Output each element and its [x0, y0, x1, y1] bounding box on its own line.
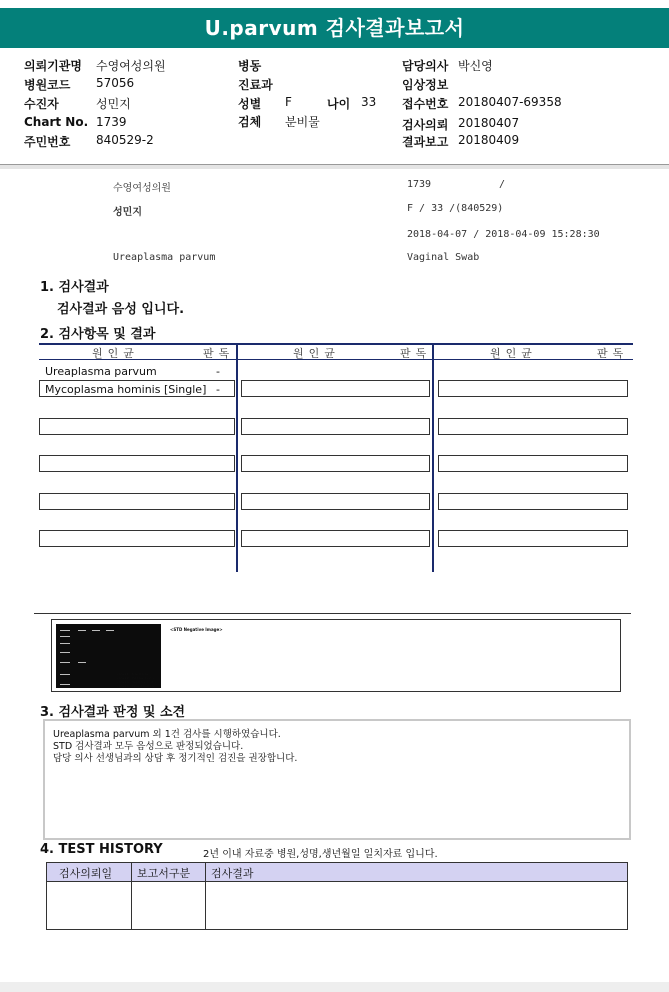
value-hospital-code: 57056 — [96, 76, 135, 90]
label-report-date: 결과보고 — [402, 135, 449, 149]
grid-cell — [438, 493, 628, 510]
comment-box — [43, 719, 631, 840]
report-title: U.parvum 검사결과보고서 — [0, 8, 669, 48]
info-sex-age: F / 33 /(840529) — [407, 203, 504, 214]
gel-band — [60, 643, 70, 644]
value-resident-no: 840529-2 — [96, 133, 154, 147]
value-age: 33 — [361, 95, 377, 109]
gel-legend-4: Lane#4 : Patient Sample — [117, 684, 155, 688]
col-head-judge-2: 판독 — [400, 347, 432, 360]
gel-legend-1: Lane#1 : Size marker — [117, 672, 150, 676]
history-head-request-date: 검사의뢰일 — [59, 867, 113, 880]
label-ward: 병동 — [238, 59, 262, 73]
gel-band — [106, 630, 114, 631]
label-requesting-org: 의뢰기관명 — [24, 59, 82, 73]
comment-line-1: Ureaplasma parvum 외 1건 검사를 시행하였습니다. — [53, 729, 281, 740]
info-chart-slash: / — [499, 179, 506, 190]
label-request-date: 검사의뢰 — [402, 118, 449, 132]
value-receipt-no: 20180407-69358 — [458, 95, 562, 109]
history-col-divider — [205, 863, 206, 929]
gel-band — [92, 630, 100, 631]
info-specimen: Vaginal Swab — [407, 252, 480, 263]
info-test: Ureaplasma parvum — [113, 252, 216, 263]
label-hospital-code: 병원코드 — [24, 78, 71, 92]
section-divider — [34, 613, 631, 614]
grid-cell — [241, 418, 430, 435]
col-head-pathogen-2: 원인균 — [293, 347, 340, 360]
info-hospital: 수영여성의원 — [113, 183, 171, 194]
gel-band — [60, 630, 70, 631]
grid-cell — [438, 455, 628, 472]
grid-cell — [241, 493, 430, 510]
info-patient: 성민지 — [113, 207, 142, 218]
gel-band — [78, 630, 86, 631]
label-age: 나이 — [327, 97, 351, 111]
grid-cell — [438, 418, 628, 435]
col-head-pathogen-3: 원인균 — [490, 347, 537, 360]
grid-cell — [438, 530, 628, 547]
history-header-row — [47, 863, 627, 882]
label-resident-no: 주민번호 — [24, 135, 71, 149]
gel-band — [60, 684, 70, 685]
value-sex: F — [285, 95, 292, 109]
label-clinical-info: 임상정보 — [402, 78, 449, 92]
info-chart: 1739 — [407, 179, 432, 190]
section-3-title: 3. 검사결과 판정 및 소견 — [40, 705, 186, 720]
grid-cell — [39, 455, 235, 472]
row-1-result: - — [216, 365, 220, 378]
row-2-pathogen: Mycoplasma hominis [Single] — [45, 383, 207, 396]
value-requesting-org: 수영여성의원 — [96, 59, 166, 73]
label-sex: 성별 — [238, 97, 262, 111]
grid-cell — [438, 380, 628, 397]
gel-band — [60, 662, 70, 663]
grid-cell — [241, 455, 430, 472]
value-doctor: 박신영 — [458, 59, 493, 73]
label-chart-no: Chart No. — [24, 115, 89, 129]
col-head-judge-1: 판독 — [203, 347, 235, 360]
gel-legend-2: Lane#2 : Positive Control — [117, 676, 155, 680]
grid-cell — [39, 530, 235, 547]
comment-line-3: 담당 의사 선생님과의 상담 후 정기적인 검진을 권장합니다. — [53, 753, 298, 764]
value-specimen: 분비물 — [285, 115, 320, 129]
grid-divider-2 — [432, 343, 434, 572]
value-chart-no: 1739 — [96, 115, 127, 129]
section-2-title: 2. 검사항목 및 결과 — [40, 327, 156, 342]
value-request-date: 20180407 — [458, 116, 520, 130]
value-patient: 성민지 — [96, 97, 131, 111]
bottom-bar — [0, 982, 669, 992]
label-department: 진료과 — [238, 78, 273, 92]
history-head-report-type: 보고서구분 — [137, 867, 191, 880]
header-divider-shadow — [0, 165, 669, 169]
label-receipt-no: 접수번호 — [402, 97, 449, 111]
grid-cell — [241, 380, 430, 397]
label-specimen: 검체 — [238, 115, 262, 129]
test-history-table — [46, 862, 628, 930]
gel-image-panel — [51, 619, 621, 692]
section-1-title: 1. 검사결과 — [40, 280, 109, 295]
row-1-pathogen: Ureaplasma parvum — [45, 365, 157, 378]
grid-cell — [39, 493, 235, 510]
history-col-divider — [131, 863, 132, 929]
gel-image-title: <STD Negative Image> — [170, 627, 223, 632]
label-patient: 수진자 — [24, 97, 59, 111]
col-head-judge-3: 판독 — [597, 347, 629, 360]
section-4-title: 4. TEST HISTORY — [40, 842, 163, 857]
comment-line-2: STD 검사결과 모두 음성으로 판정되었습니다. — [53, 741, 244, 752]
value-report-date: 20180409 — [458, 133, 520, 147]
gel-band — [60, 636, 70, 637]
row-2-result: - — [216, 383, 220, 396]
info-dates: 2018-04-07 / 2018-04-09 15:28:30 — [407, 229, 600, 240]
gel-band — [78, 662, 86, 663]
gel-band — [60, 674, 70, 675]
section-1-result: 검사결과 음성 입니다. — [57, 302, 185, 317]
col-head-pathogen-1: 원인균 — [92, 347, 139, 360]
grid-divider-1 — [236, 343, 238, 572]
label-doctor: 담당의사 — [402, 59, 449, 73]
gel-legend-3: Lane#3 : Negative Control — [117, 680, 157, 684]
grid-cell — [39, 418, 235, 435]
gel-band — [60, 652, 70, 653]
history-head-result: 검사결과 — [211, 867, 254, 880]
grid-cell — [241, 530, 430, 547]
history-note: 2년 이내 자료중 병원,성명,생년월일 일치자료 입니다. — [203, 849, 438, 860]
